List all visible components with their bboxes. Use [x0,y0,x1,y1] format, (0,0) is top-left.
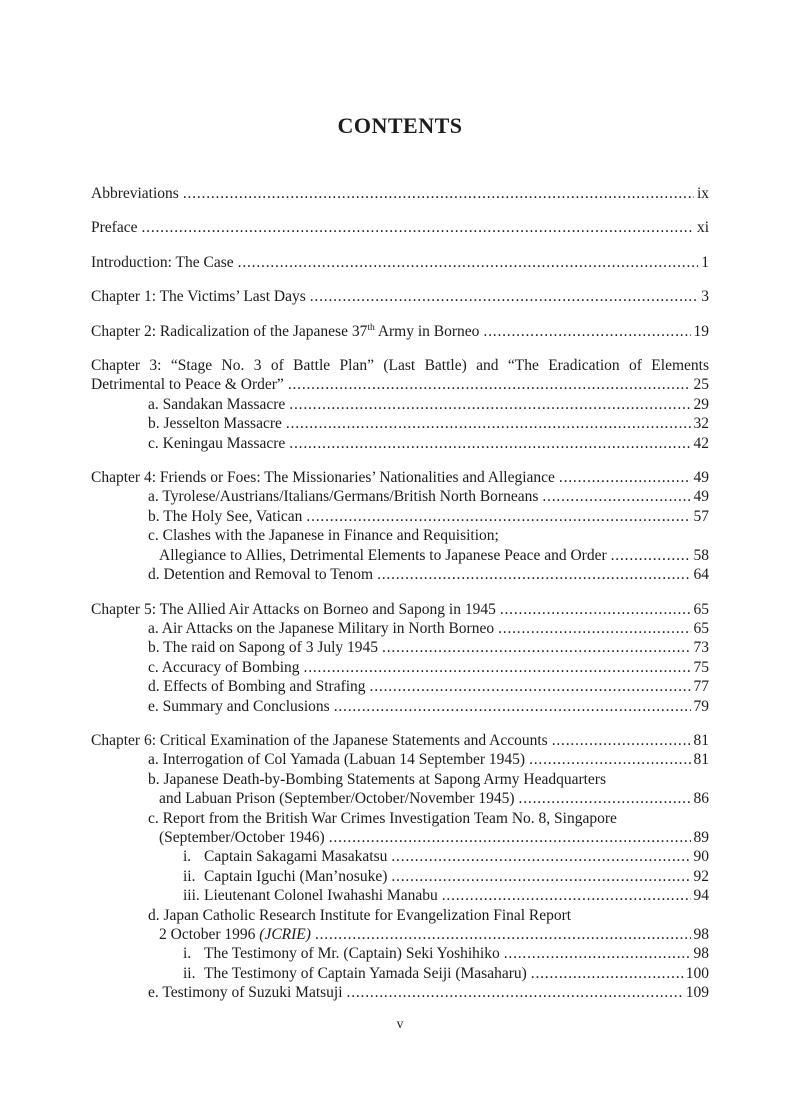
toc-row [91,253,709,272]
toc-item-label: b. The raid on Sapong of 3 July 1945 [148,639,379,657]
dot-leader [347,983,683,1002]
toc-row [148,414,709,433]
dot-leader [504,944,691,963]
dot-leader [289,395,690,414]
toc-item-marker: ii. [183,964,196,982]
toc-item-label: c. Keningau Massacre [148,434,286,452]
toc-row [148,906,709,925]
toc-item-label: d. Detention and Removal to Tenom [148,566,374,584]
dot-leader [141,218,693,237]
toc-row [91,356,709,375]
toc-page-number: 81 [693,751,709,769]
toc-page-number: 100 [685,964,709,982]
table-of-contents [91,169,709,1003]
dot-leader [304,658,691,677]
toc-item-label: Captain Iguchi (Man’nosuke) [204,867,388,885]
toc-page-number: xi [696,219,709,237]
toc-page-number: 86 [693,790,709,808]
toc-item-label: d. Effects of Bombing and Strafing [148,678,366,696]
toc-page-number: 32 [693,415,709,433]
toc-page-number: 49 [693,469,709,487]
toc-item-label: Chapter 5: The Allied Air Attacks on Borneo and Sapong in 1945 [91,600,496,618]
toc-page-number: 89 [693,828,709,846]
toc-page-number: 19 [693,322,709,340]
dot-leader [370,677,691,696]
toc-page-number: 75 [693,658,709,676]
toc-row [159,546,709,565]
toc-page-number: 29 [693,395,709,413]
toc-item-label: Lieutenant Colonel Iwahashi Manabu [204,887,438,905]
dot-leader [310,287,699,306]
contents-title: CONTENTS [337,113,463,138]
toc-row [148,487,709,506]
toc-row [91,600,709,619]
toc-item-label: e. Summary and Conclusions [148,697,330,715]
dot-leader [315,925,691,944]
dot-leader [306,507,690,526]
toc-item-marker: i. [183,945,192,963]
toc-item-label: b. Jesselton Massacre [148,415,282,433]
toc-row [183,944,709,963]
toc-item-label: Detrimental to Peace & Order” [91,376,284,394]
dot-leader [391,847,690,866]
dot-leader [542,487,690,506]
dot-leader [552,731,691,750]
toc-page-number: 98 [693,926,709,943]
dot-leader [329,828,691,847]
toc-item-label: b. The Holy See, Vatican [148,507,303,525]
toc-item-label: e. Testimony of Suzuki Matsuji [148,984,343,1002]
toc-row [91,218,709,237]
toc-item-marker: iii. [183,887,200,905]
toc-page-number: 90 [693,848,709,866]
toc-page-number: 64 [693,566,709,584]
toc-item-label: a. Air Attacks on the Japanese Military in North Borneo [148,619,495,637]
toc-item-label: a. Sandakan Massacre [148,395,286,413]
dot-leader [286,414,691,433]
toc-item-label: Chapter 2: Radicalization of the Japanese 37th Army in Borneo [91,321,480,340]
toc-page-number: ix [696,185,709,202]
toc-row [159,925,709,944]
toc-page-number: 92 [693,867,709,885]
toc-row [148,677,709,696]
toc-item-label: (September/October 1946) [159,828,325,846]
toc-row [148,638,709,657]
dot-leader [531,964,683,983]
page-number-footer: v [396,1016,404,1031]
toc-item-marker: i. [183,848,192,866]
toc-row [159,828,709,847]
toc-item-label: and Labuan Prison (September/October/November 1945) [159,790,515,808]
dot-leader [334,697,691,716]
toc-item-label: Allegiance to Allies, Detrimental Elements to Japanese Peace and Order [159,546,607,564]
dot-leader [288,375,691,394]
dot-leader [519,789,691,808]
toc-item-label: Preface [91,219,138,237]
toc-row [148,507,709,526]
toc-row [91,322,709,341]
toc-row [148,619,709,638]
dot-leader [442,886,691,905]
toc-item-label: Captain Sakagami Masakatsu [204,848,388,866]
toc-page-number: 109 [685,984,709,1002]
toc-page-number: 65 [693,619,709,637]
toc-item-label: Abbreviations [91,185,179,202]
toc-item-label: Chapter 1: The Victims’ Last Days [91,288,306,306]
toc-row [148,983,709,1002]
toc-page-number: 73 [693,639,709,657]
toc-page-number: 1 [701,253,709,271]
dot-leader [289,434,690,453]
toc-item-label: d. Japan Catholic Research Institute for Evangelization Final Report [148,906,572,924]
toc-page-number: 58 [693,546,709,564]
dot-leader [391,867,690,886]
toc-row [148,565,709,584]
toc-row [91,731,709,750]
toc-page-number: 49 [693,488,709,506]
toc-item-label: Chapter 4: Friends or Foes: The Missionaries’ Nationalities and Allegiance [91,469,555,487]
toc-row [159,789,709,808]
dot-leader [500,600,691,619]
toc-row [148,770,709,789]
toc-row [148,434,709,453]
toc-page-number: 57 [693,507,709,525]
toc-row [148,526,709,545]
toc-page-number: 79 [693,697,709,715]
toc-item-label: c. Report from the British War Crimes Investigation Team No. 8, Singapore [148,809,617,827]
toc-row [91,468,709,487]
toc-page-number: 98 [693,945,709,963]
toc-row [91,287,709,306]
toc-item-label: Chapter 6: Critical Examination of the Japanese Statements and Accounts [91,731,548,749]
toc-row [183,847,709,866]
toc-item-label: a. Tyrolese/Austrians/Italians/Germans/British North Borneans [148,488,539,506]
toc-row [148,395,709,414]
toc-row [148,809,709,828]
toc-row [91,184,709,203]
toc-page-number: 42 [693,434,709,452]
dot-leader [498,619,690,638]
toc-item-label: c. Accuracy of Bombing [148,658,300,676]
toc-item-label: The Testimony of Mr. (Captain) Seki Yoshihiko [204,945,500,963]
toc-page-number: 25 [693,376,709,394]
toc-page-number: 77 [693,678,709,696]
dot-leader [183,184,694,203]
toc-row [148,697,709,716]
dot-leader [377,565,690,584]
toc-item-label: The Testimony of Captain Yamada Seiji (Masaharu) [204,964,527,982]
dot-leader [382,638,690,657]
toc-page-number: 81 [693,731,709,749]
toc-item-label: 2 October 1996 (JCRIE) [159,926,311,943]
dot-leader [238,253,699,272]
toc-page-number: 65 [693,600,709,618]
toc-item-label: b. Japanese Death-by-Bombing Statements at Sapong Army Headquarters [148,770,606,788]
toc-page-number: 3 [701,288,709,306]
toc-item-label: Chapter 3: “Stage No. 3 of Battle Plan” (Last Battle) and “The Eradication of Elements [91,357,709,375]
toc-row [148,750,709,769]
toc-item-label: c. Clashes with the Japanese in Finance and Requisition; [148,527,499,545]
dot-leader [611,546,691,565]
dot-leader [483,322,690,341]
toc-row [183,867,709,886]
toc-row [91,375,709,394]
dot-leader [559,468,691,487]
toc-row [183,964,709,983]
toc-item-label: a. Interrogation of Col Yamada (Labuan 14 September 1945) [148,751,526,769]
toc-row [148,658,709,677]
toc-item-label: Introduction: The Case [91,253,234,271]
toc-page-number: 94 [693,887,709,905]
toc-item-marker: ii. [183,867,196,885]
dot-leader [529,750,690,769]
toc-row [183,886,709,905]
